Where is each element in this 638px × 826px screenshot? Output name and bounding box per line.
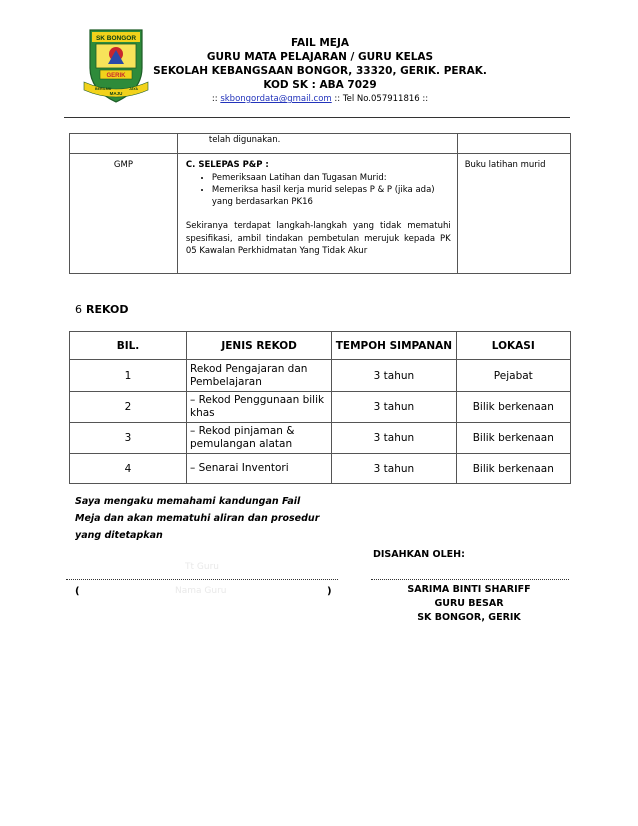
cell-bil: 1: [70, 360, 187, 392]
section-heading: [75, 303, 129, 316]
school-logo: [82, 24, 150, 106]
close-paren: ): [327, 586, 332, 597]
cell-jenis: – Senarai Inventori: [187, 454, 332, 484]
logo-ribbon-right: JAYA: [129, 87, 138, 91]
declaration-line: yang ditetapkan: [75, 530, 163, 541]
col-header-lokasi: LOKASI: [456, 332, 570, 360]
cell-tempoh: 3 tahun: [332, 392, 456, 423]
teacher-signature-line: [66, 579, 338, 580]
header-code: KOD SK : ABA 7029: [263, 79, 377, 91]
logo-banner-text: GERIK: [106, 73, 126, 79]
record-cell: Buku latihan murid: [457, 154, 570, 274]
header-subtitle: GURU MATA PELAJARAN / GURU KELAS: [206, 51, 434, 63]
cell-jenis: – Rekod pinjaman & pemulangan alatan: [187, 423, 332, 454]
table-row: [70, 423, 571, 454]
approval-label: DISAHKAN OLEH:: [373, 549, 465, 560]
cell-lokasi: Bilik berkenaan: [456, 392, 570, 423]
actor-cell: GMP: [70, 154, 178, 274]
table-row: [70, 454, 571, 484]
cell-bil: 3: [70, 423, 187, 454]
cell-lokasi: Bilik berkenaan: [456, 423, 570, 454]
approver-school: SK BONGOR, GERIK: [417, 612, 521, 623]
contact-prefix: ::: [211, 94, 221, 104]
table-row: [70, 360, 571, 392]
section-title: REKOD: [86, 303, 129, 316]
open-paren: (: [75, 586, 80, 597]
cell-jenis: – Rekod Penggunaan bilik khas: [187, 392, 332, 423]
header-school: SEKOLAH KEBANGSAAN BONGOR, 33320, GERIK. PERAK.: [153, 65, 487, 77]
cell-bil: 2: [70, 392, 187, 423]
carryover-text: telah digunakan.: [208, 135, 281, 145]
teacher-name-placeholder: Nama Guru: [175, 586, 227, 596]
logo-ribbon-mid: MAJU: [109, 91, 123, 96]
records-table: [69, 331, 571, 484]
approver-signature-line: [371, 579, 569, 580]
header-contact: [150, 94, 490, 104]
logo-top-text: SK BONGOR: [95, 35, 137, 42]
declaration-text: [75, 493, 335, 544]
approver-name: SARIMA BINTI SHARIFF: [407, 584, 531, 595]
section-number: 6: [75, 303, 82, 316]
step-list: [186, 172, 451, 208]
step-title: C. SELEPAS P&P :: [185, 160, 269, 170]
col-header-jenis: JENIS REKOD: [187, 332, 332, 360]
col-header-bil: BIL.: [70, 332, 187, 360]
logo-ribbon-left: BERILMU: [95, 87, 112, 91]
cell-bil: 4: [70, 454, 187, 484]
list-item: • Pemeriksaan Latihan dan Tugasan Murid:: [212, 172, 451, 184]
procedure-cell: [177, 154, 457, 274]
procedure-note: Sekiranya terdapat langkah-langkah yang tidak mematuhi spesifikasi, ambil tindakan pembetulan merujuk kepada PK 05 Kawalan Perkhidmatan Yang Tidak Akur: [185, 221, 451, 256]
list-item: • Memeriksa hasil kerja murid selepas P & P (jika ada) yang berdasarkan PK16: [212, 184, 451, 208]
cell-lokasi: Pejabat: [456, 360, 570, 392]
email-link[interactable]: skbongordata@gmail.com: [220, 94, 332, 104]
teacher-signature-placeholder: Tt Guru: [185, 562, 219, 572]
procedure-table: [69, 133, 571, 274]
cell-tempoh: 3 tahun: [332, 454, 456, 484]
cell-tempoh: 3 tahun: [332, 423, 456, 454]
cell-tempoh: 3 tahun: [332, 360, 456, 392]
contact-suffix: :: Tel No.057911816 ::: [331, 94, 429, 104]
cell-jenis: Rekod Pengajaran dan Pembelajaran: [187, 360, 332, 392]
col-header-tempoh: TEMPOH SIMPANAN: [332, 332, 456, 360]
declaration-line: Saya mengaku memahami kandungan Fail: [75, 496, 301, 507]
table-row: [70, 392, 571, 423]
header-title: FAIL MEJA: [290, 37, 349, 49]
approver-position: GURU BESAR: [434, 598, 504, 609]
header-divider: [64, 117, 570, 118]
cell-lokasi: Bilik berkenaan: [456, 454, 570, 484]
declaration-line: Meja dan akan mematuhi aliran dan prosedur: [75, 513, 320, 524]
